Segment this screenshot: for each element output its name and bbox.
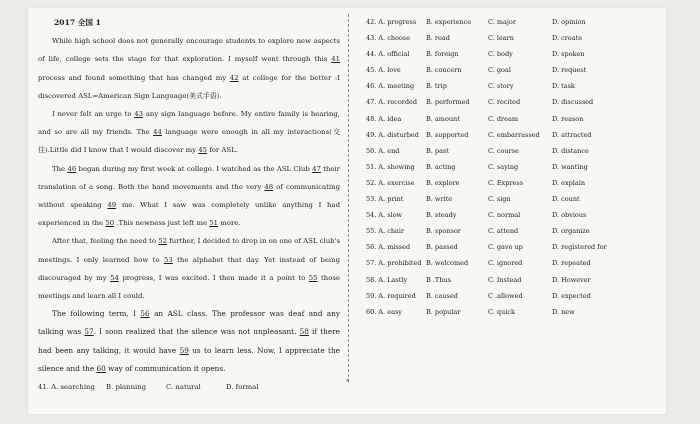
option-text: B. sponsor <box>426 227 461 236</box>
option-text: D. spoken <box>552 50 585 59</box>
passage-text: us to learn less. Now, I appreciate the silence and the <box>38 345 340 373</box>
option-row <box>366 175 662 191</box>
passage-text: .This newness just left me <box>114 219 210 228</box>
blank-number: 49 <box>107 201 117 210</box>
option-text: 58. A. Lastly <box>366 275 408 284</box>
option-text: 45. A. love <box>366 66 401 75</box>
passage-paragraph <box>38 305 340 378</box>
passage-text: if there had been any talking, it would have <box>38 327 340 355</box>
option-text: D. explain <box>552 178 586 187</box>
option-text: B. performed <box>426 98 470 107</box>
option-row <box>366 288 662 304</box>
blank-number: 51 <box>209 219 219 228</box>
passage-text: way of communication it opens. <box>105 363 226 373</box>
option-text: B. concern <box>426 66 462 75</box>
option-text: D. expected <box>552 291 591 300</box>
passage-text: of communicating without speaking <box>38 182 340 210</box>
option-text: C. Instead <box>488 275 522 284</box>
blank-number: 56 <box>140 309 150 319</box>
option-text: C. learn <box>488 34 514 43</box>
option-text: 44. A. official <box>366 50 410 59</box>
option-text: B. amount <box>426 114 460 123</box>
passage-text: those meetings and learn all I could. <box>38 273 340 301</box>
option-text: C. saying <box>488 162 519 171</box>
passage-paragraph <box>38 105 340 160</box>
option-text: D. formal <box>226 383 259 392</box>
option-text: B. experience <box>426 18 472 26</box>
option-text: C. recited <box>488 98 521 107</box>
option-text: D. repeated <box>552 259 591 268</box>
option-text: D. count <box>552 195 580 204</box>
option-text: D. distance <box>552 146 589 155</box>
option-text: C. sign <box>488 195 511 204</box>
option-text: D. opinion <box>552 18 586 26</box>
option-text: B. read <box>426 34 450 43</box>
option-text: B. steady <box>426 211 457 220</box>
blank-number: 43 <box>134 110 144 119</box>
option-text: 52. A. exercise <box>366 178 415 187</box>
passage-text: the alphabet that day. Yet instead of being discouraged by my <box>38 255 340 282</box>
passage-paragraph <box>38 32 340 105</box>
option-text: 41. A. searching <box>38 383 95 392</box>
blank-number: 60 <box>96 363 106 373</box>
blank-number: 55 <box>308 273 318 282</box>
option-text: B. passed <box>426 243 458 252</box>
option-text: C. body <box>488 50 513 59</box>
option-text: 55. A. chair <box>366 227 405 236</box>
passage-text: further, I decided to drop in on one of ASL club's meetings. I only learned how to <box>38 237 340 264</box>
option-text: 50. A. end <box>366 146 400 155</box>
option-text: 46. A. meeting <box>366 82 415 91</box>
option-row <box>366 14 662 30</box>
option-text: B. foreign <box>426 50 459 59</box>
option-text: B. supported <box>426 130 469 139</box>
option-text: C. quick <box>488 307 515 316</box>
page-number: 4 <box>346 378 350 384</box>
blank-number: 42 <box>229 73 239 82</box>
passage-text: progress, I was excited. I then made it a point to <box>118 273 309 282</box>
option-row <box>366 127 662 143</box>
option-row <box>366 207 662 223</box>
passage-text: While high school does not generally encourage students to explore new aspects of life, college sets the stage for that exploration. I myself went through this <box>38 37 340 64</box>
option-text: C. Express <box>488 178 524 187</box>
option-text: B. write <box>426 195 453 204</box>
blank-number: 45 <box>198 146 208 155</box>
option-text: D. task <box>552 82 575 91</box>
option-text: 43. A. choose <box>366 34 411 43</box>
passage-text: me. What I saw was completely unlike anything I had experienced in the <box>38 201 340 228</box>
option-text: D. organize <box>552 227 590 236</box>
option-text: C. ignored <box>488 259 523 268</box>
blank-number: 50 <box>105 219 115 228</box>
option-text: C .allowed <box>488 291 523 300</box>
blank-number: 53 <box>163 255 173 264</box>
option-text: D. reason <box>552 114 584 123</box>
option-row <box>366 30 662 46</box>
option-text: D. However <box>552 275 591 284</box>
option-text: 47. A. recorded <box>366 98 418 107</box>
passage-text: for ASL. <box>207 146 238 155</box>
passage-text: After that, feeling the need to <box>52 237 159 246</box>
option-text: C. embarrassed <box>488 130 540 139</box>
passage-text: The <box>52 164 68 173</box>
blank-number: 44 <box>153 128 162 137</box>
column-divider <box>348 14 349 382</box>
passage-column <box>38 14 340 396</box>
option-text: C. attend <box>488 227 519 236</box>
option-text: B. acting <box>426 162 456 171</box>
passage-text: I never felt an urge to <box>52 110 135 119</box>
passage-text: language were enough in all my interactions(交往).Little did I know that I would discover my <box>38 128 340 155</box>
option-text: D. obvious <box>552 211 587 220</box>
blank-number: 57 <box>84 327 94 337</box>
option-row <box>366 143 662 159</box>
option-row <box>366 272 662 288</box>
blank-number: 46 <box>67 164 77 173</box>
passage-text: any sign language before. My entire family is hearing, and so are all my friends. The <box>38 110 341 137</box>
option-text: C. major <box>488 18 516 26</box>
blank-number: 59 <box>179 345 189 355</box>
option-row <box>366 46 662 62</box>
passage-text: . I soon realized that the silence was not unpleasant. <box>93 327 300 337</box>
option-text: B. welcomed <box>426 259 469 268</box>
option-text: B. popular <box>426 307 461 316</box>
option-text: D. registered for <box>552 243 607 252</box>
option-text: C. dream <box>488 114 519 123</box>
passage-text: at college for the better :I discovered ASL=American Sign Language(美式手语). <box>38 73 340 100</box>
option-text: 42. A. progress <box>366 18 417 26</box>
blank-number: 54 <box>110 273 119 282</box>
option-row <box>366 223 662 239</box>
option-row <box>366 239 662 255</box>
option-row <box>366 191 662 207</box>
option-text: C. normal <box>488 211 521 220</box>
option-text: C. natural <box>166 383 201 392</box>
option-row <box>366 62 662 78</box>
option-row <box>366 304 662 320</box>
option-row <box>366 78 662 94</box>
question-41-options <box>38 378 340 396</box>
option-text: 51. A. showing <box>366 162 415 171</box>
option-text: B .Thus <box>426 275 451 284</box>
blank-number: 41 <box>331 55 340 64</box>
option-text: C. gave up <box>488 243 523 252</box>
option-text: 48. A. idea <box>366 114 402 123</box>
option-text: D. discussed <box>552 98 594 107</box>
option-row <box>366 255 662 271</box>
option-text: D. wanting <box>552 162 588 171</box>
passage-text: their translation of a song. Both the hand movements and the very <box>38 164 340 191</box>
option-text: B. trip <box>426 82 447 91</box>
option-text: B. past <box>426 146 449 155</box>
passage-text: an ASL class. The professor was deaf and any talking was <box>38 309 340 337</box>
passage-text: began during my first week at college. I watched as the ASL Club <box>76 164 313 173</box>
option-text: 57. A. prohibited <box>366 259 422 268</box>
option-row <box>366 94 662 110</box>
option-text: D. create <box>552 34 583 43</box>
option-row <box>366 159 662 175</box>
passage-text: process and found something that has changed my <box>38 73 230 82</box>
option-text: 56. A. missed <box>366 243 411 252</box>
passage-text: more. <box>218 219 241 228</box>
option-text: C. course <box>488 146 519 155</box>
passage-paragraph <box>38 232 340 305</box>
passage <box>38 32 340 378</box>
option-text: 53. A. print <box>366 195 404 204</box>
passage-text: The following term, I <box>52 309 141 319</box>
blank-number: 58 <box>299 327 309 337</box>
option-text: 60. A. easy <box>366 307 402 316</box>
option-text: C. goal <box>488 66 511 75</box>
blank-number: 52 <box>158 237 167 246</box>
option-text: B. planning <box>106 383 147 392</box>
option-text: D. new <box>552 307 575 316</box>
options-column <box>366 14 662 320</box>
option-text: D. attracted <box>552 130 592 139</box>
option-text: C. story <box>488 82 514 91</box>
option-text: B. caused <box>426 291 458 300</box>
blank-number: 48 <box>264 182 274 191</box>
option-text: 54. A. slow <box>366 211 403 220</box>
page-title: 2017 全国 1 <box>54 18 101 27</box>
option-text: 49. A. disturbed <box>366 130 419 139</box>
blank-number: 47 <box>312 164 321 173</box>
passage-paragraph <box>38 160 340 233</box>
option-row <box>366 111 662 127</box>
option-text: B. explore <box>426 178 460 187</box>
exam-page <box>28 8 666 414</box>
option-text: 59. A. required <box>366 291 416 300</box>
option-text: D. request <box>552 66 587 75</box>
